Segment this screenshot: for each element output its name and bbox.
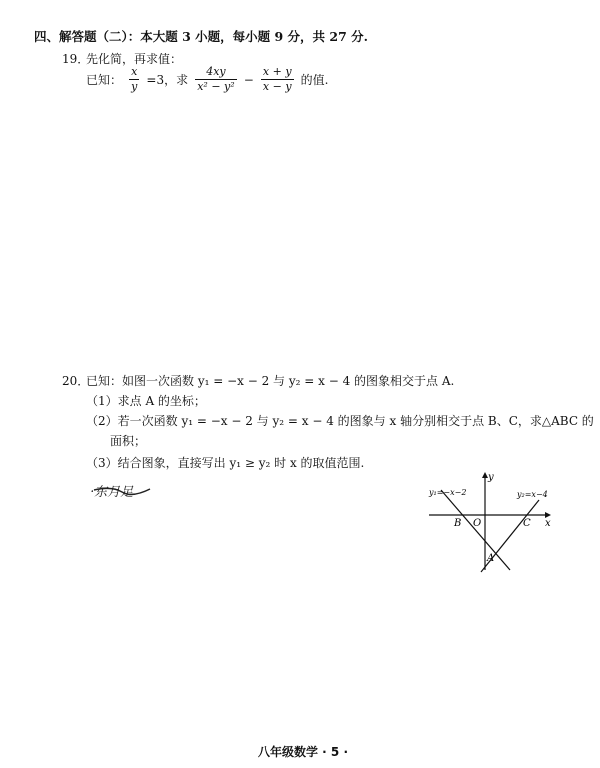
question-20-part-3: （3）结合图象，直接写出 y₁ ≥ y₂ 时 x 的取值范围. (86, 456, 365, 470)
fraction-2-numerator: x + y (262, 65, 292, 78)
fraction-1-numerator: 4xy (195, 66, 236, 80)
question-19-instruction: 先化简，再求值： (86, 52, 183, 66)
point-C-label: C (523, 518, 531, 529)
point-O-label: O (473, 518, 482, 529)
condition-rhs: =3，求 (146, 73, 189, 87)
fraction-2-denominator: x − y (262, 80, 292, 93)
handwritten-note (90, 481, 133, 500)
line-y1 (441, 490, 510, 570)
question-20-stem: 已知：如图一次函数 y₁ = −x − 2 与 y₂ = x − 4 的图象相交于点 A. (86, 374, 455, 388)
function-graph (425, 470, 560, 575)
y1-line-label: y₁=−x−2 (429, 488, 467, 497)
x-axis-label: x (545, 518, 551, 529)
question-19-number: 19． (62, 52, 90, 66)
expression-suffix: 的值. (300, 73, 329, 87)
section-title: 四、解答题（二）：本大题 3 小题，每小题 9 分，共 27 分. (34, 29, 369, 44)
y2-line-label: y₂=x−4 (517, 490, 548, 499)
y-axis-label: y (488, 472, 494, 483)
condition-denominator: y (131, 80, 138, 93)
question-19-expression (86, 66, 328, 93)
point-B-label: B (454, 518, 462, 529)
condition-numerator: x (131, 65, 138, 78)
given-prefix: 已知： (86, 73, 123, 87)
expression-fraction-2 (261, 66, 294, 93)
question-20-part-2-line-1: （2）若一次函数 y₁ = −x − 2 与 y₂ = x − 4 的图象与 x 轴分别相交于点 B、C，求△ABC 的 (86, 414, 594, 428)
expression-fraction-1 (195, 66, 236, 93)
question-20-part-1: （1）求点 A 的坐标； (86, 394, 206, 408)
question-20-number: 20． (62, 374, 90, 388)
fraction-1-denominator: x² − y² (197, 80, 235, 93)
handwritten-note-text: ·东月足 (90, 485, 134, 500)
minus-sign: − (243, 72, 254, 87)
condition-fraction (129, 66, 139, 93)
handwriting-strike (92, 486, 152, 496)
question-20-part-2-line-2: 面积； (110, 434, 147, 448)
page-footer: 八年级数学 · 5 · (258, 745, 349, 759)
point-A-label: A (487, 553, 495, 564)
